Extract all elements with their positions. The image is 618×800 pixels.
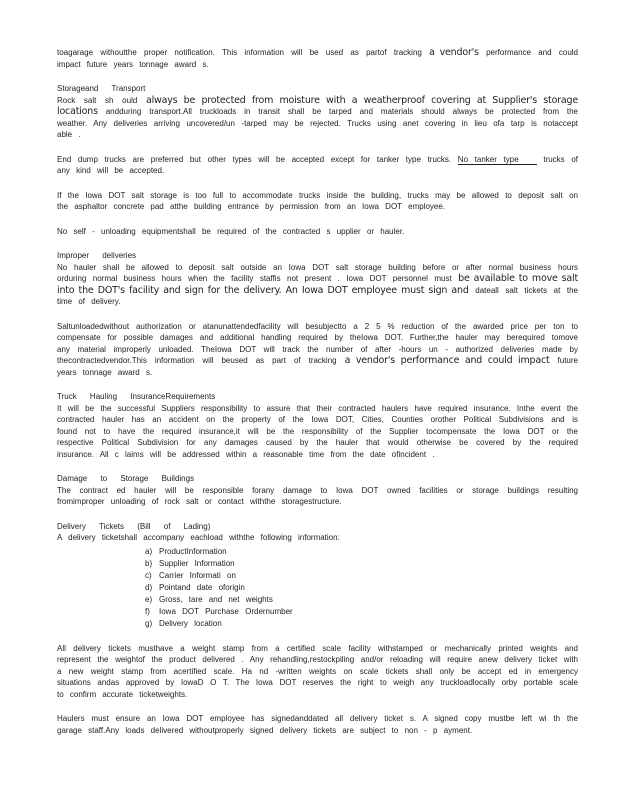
list-item-text: Delivery location — [159, 618, 222, 628]
list-item-letter: a) — [145, 546, 153, 556]
heading-delivery-tickets: Delivery Tickets (Bill of Lading) — [57, 521, 211, 531]
paragraph-improper-deliveries — [57, 262, 578, 308]
list-item — [145, 558, 578, 570]
paragraph-text: future years tonnage award s. — [57, 356, 578, 377]
list-item — [145, 606, 578, 618]
paragraph-text-large: always be protected from moisture with a weatherproof covering at Supplier's storage locations — [57, 94, 578, 117]
paragraph-text: Saltunloadedwithout authorization or atanunattendedfacility will besubjectto a 2 5 % reduction of the awarded price per ton to compensate for possible damages and additional handling required by theIowa DOT. Further,the hauler may berequired tomove any material improperly unloaded. TheIowa DOT will track the number of after -hours un - authorized deliveries made by thecontractedvendor.This information will beused as part of tracking — [57, 321, 578, 365]
heading-improper-deliveries: Improper deliveries — [57, 251, 137, 260]
paragraph-weight-stamp: All delivery tickets musthave a weight stamp from a certified scale facility withstamped or mechanically printed weights and represent the weightof the product delivered . Any rehandling,restockpiling and/or reloading will require anew delivery ticket with a new weight stamp from acertified scale. Ha nd -written weights on scale tickets shall only be accept ed in emergency situations andas approved by IowaD O T. The Iowa DOT reserves the right to weigh any truckloadlocally orby portable scale to confirm accurate ticketweights. — [57, 643, 578, 699]
list-item-letter: f) — [145, 606, 150, 616]
list-item — [145, 618, 578, 630]
list-item-text: Gross, tare and net weights — [159, 594, 273, 604]
list-item-text: Pointand date oforigin — [159, 582, 245, 592]
paragraph-storage-full: If the Iowa DOT salt storage is too full to accommodate trucks inside the building, trucks may be allowed to deposit salt on the asphaltor concrete pad atthe building entrance by permission from an Iowa DOT employee. — [57, 190, 578, 211]
document-content — [57, 47, 578, 749]
list-item-letter: g) — [145, 618, 153, 628]
paragraph-text: No hauler shall be allowed to deposit salt outside an Iowa DOT salt storage building before or after normal business hours orduring normal business hours when the facility staffis not present . Iowa DOT personnel must — [57, 262, 578, 283]
list-item-text: Supplier Information — [159, 558, 235, 568]
paragraph-damage-storage-buildings: The contract ed hauler will be responsible forany damage to Iowa DOT owned facilities or storage buildings resulting fromimproper unloading of rock salt or contact withthe storagestructure. — [57, 485, 578, 506]
paragraph-unauthorized-unloading — [57, 321, 578, 379]
list-item — [145, 594, 578, 606]
paragraph-end-dump-trucks — [57, 154, 578, 177]
paragraph-text: andduring transport.All truckloads in transit shall be tarped and materials should always be protected from the weather. Any deliveries arriving uncovered/un -tarped may be rejected. Trucks using anet covering in lieu ofa tarp is notaccept able . — [57, 107, 578, 139]
paragraph-text: Rock salt sh ould — [57, 95, 138, 105]
delivery-ticket-list — [145, 546, 578, 630]
paragraph-text: trucks of any kind will be accepted. — [57, 154, 579, 175]
paragraph-signed-tickets: Haulers must ensure an Iowa DOT employee has signedanddated all delivery ticket s. A signed copy mustbe left wi th the garage staff.Any loads delivered withoutproperly signed delivery tickets are subject to non - p ayment. — [57, 714, 578, 735]
paragraph-insurance-requirements: It will be the successful Suppliers responsibility to assure that their contracted haulers have required insurance. Inthe event the contracted hauler has an accident on the property of the Iowa DOT, Cities, Counties orother Political Subdivisions and is found not to have the required insurance,it will be the responsibility of the Supplier tocompensate the Iowa DOT or the respective Political Subdivision for any damages caused by the hauler that would otherwise be covered by the required insurance. All c laims will be addressed within a reasonable time from the date ofincident . — [57, 403, 578, 459]
paragraph-text: toagarage withoutthe proper notification. This information will be used as partof tracking — [57, 48, 422, 57]
paragraph-text: performance and could impact future years tonnage award s. — [57, 48, 579, 69]
paragraph-text-underlined: No tanker type — [458, 155, 537, 165]
heading-storage-transport: Storageand Transport — [57, 84, 146, 93]
heading-damage-storage-buildings: Damage to Storage Buildings — [57, 474, 195, 483]
paragraph-text-large: be available to move salt into the DOT's facility and sign for the delivery. An Iowa DOT employee must sign and — [57, 273, 579, 296]
paragraph-self-unloading: No self - unloading equipmentshall be required of the contracted s upplier or hauler. — [57, 226, 405, 236]
list-item — [145, 582, 578, 594]
list-item-letter: d) — [145, 582, 153, 592]
list-item-letter: c) — [145, 570, 152, 580]
list-item-letter: b) — [145, 558, 153, 568]
list-item-text: Iowa DOT Purchase Ordernumber — [159, 606, 293, 616]
paragraph-delivery-tickets-intro: A delivery ticketshall accompany eachload withthe following information: — [57, 533, 340, 542]
list-item-text: ProductInformation — [159, 546, 227, 556]
paragraph-text-large: a vendor's — [429, 47, 479, 58]
paragraph-text: End dump trucks are preferred but other types will be accepted except for tanker type trucks. — [57, 154, 452, 164]
paragraph-text: dateall salt tickets at the time of delivery. — [57, 285, 578, 306]
list-item-letter: e) — [145, 594, 153, 604]
list-item-text: Carrier Informati on — [159, 570, 236, 580]
list-item — [145, 570, 578, 582]
paragraph-tracking-intro — [57, 47, 578, 70]
heading-insurance-requirements: Truck Hauling InsuranceRequirements — [57, 392, 216, 401]
paragraph-text-large: a vendor's performance and could impact — [344, 355, 550, 366]
list-item — [145, 546, 578, 558]
paragraph-storage-transport — [57, 95, 578, 141]
